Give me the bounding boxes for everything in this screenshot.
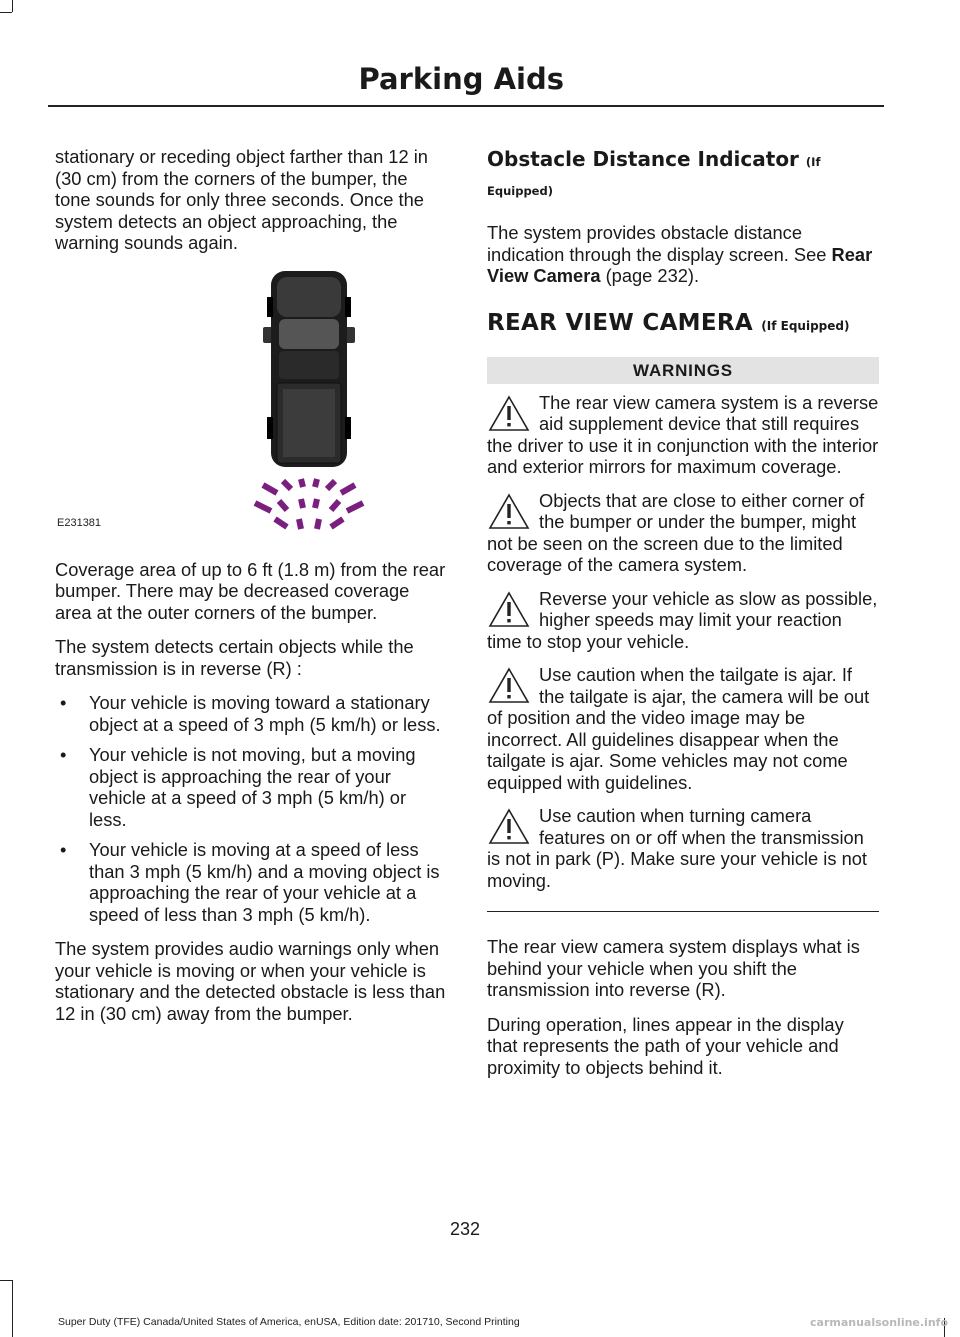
coverage-paragraph: Coverage area of up to 6 ft (1.8 m) from the rear bumper. There may be decreased coverage area at the outer corners of the bumper.: [55, 558, 446, 623]
warning-item: [487, 588, 879, 653]
detection-conditions-list: [55, 692, 447, 925]
rvc-heading: [487, 309, 879, 338]
list-item: • Your vehicle is not moving, but a moving object is approaching the rear of your vehicle at a speed of 3 mph (5 km/h) or less.: [55, 744, 447, 830]
watermark: carmanualsonline.info: [810, 1316, 948, 1329]
odi-text: The system provides obstacle distance indication through the display screen. See: [487, 222, 827, 265]
detects-intro-paragraph: The system detects certain objects while the transmission is in reverse (R) :: [55, 636, 414, 679]
rear-view-camera-link[interactable]: Rear View Camera: [487, 243, 873, 286]
page-title: Parking Aids: [358, 62, 564, 96]
crop-mark: [12, 1280, 13, 1337]
warning-text: Reverse your vehicle as slow as possible, higher speeds may limit your reaction time to stop your vehicle.: [487, 587, 878, 652]
odi-heading: [487, 146, 879, 204]
warning-text: Use caution when the tailgate is ajar. If the tailgate is ajar, the camera will be out of position and the video image may be incorrect. All guidelines disappear when the tailgate is ajar. Some vehicles may not come equipped with guidelines.: [487, 664, 870, 793]
crop-mark: [0, 1280, 12, 1281]
audio-warning-paragraph: The system provides audio warnings only when your vehicle is moving or when your vehicle is stationary and the detected obstacle is less than 12 in (30 cm) away from the bumper.: [55, 938, 446, 1024]
odi-heading-suffix: (If Equipped): [487, 155, 821, 198]
crop-mark: [0, 12, 12, 13]
odi-paragraph: [487, 222, 879, 287]
intro-paragraph: stationary or receding object farther than 12 in (30 cm) from the corners of the bumper, the tone sounds for only three seconds. Once the system detects an object approaching, the warning sounds again.: [55, 146, 428, 253]
right-column: [487, 146, 879, 1091]
crop-mark: [12, 0, 13, 12]
odi-page-ref: (page 232).: [605, 265, 700, 286]
warning-triangle-icon: [487, 492, 531, 532]
warnings-box: [487, 357, 879, 912]
warning-item: [487, 392, 879, 478]
sensor-coverage-figure: [55, 267, 447, 545]
warning-triangle-icon: [487, 590, 531, 630]
list-item: • Your vehicle is moving toward a stationary object at a speed of 3 mph (5 km/h) or less.: [55, 692, 447, 735]
odi-heading-text: Obstacle Distance Indicator: [487, 147, 799, 171]
camera-display-paragraph: The rear view camera system displays what is behind your vehicle when you shift the transmission into reverse (R).: [487, 936, 860, 1000]
warning-triangle-icon: [487, 394, 531, 434]
footer-edition-info: Super Duty (TFE) Canada/United States of America, enUSA, Edition date: 201710, Second Printing: [58, 1316, 520, 1328]
header-rule: [48, 105, 884, 107]
warning-triangle-icon: [487, 666, 531, 706]
figure-id: E231381: [57, 517, 102, 529]
truck-top-view-illustration: [251, 267, 371, 537]
left-column: [55, 146, 447, 1037]
warnings-heading: WARNINGS: [487, 357, 879, 384]
camera-operation-paragraph: During operation, lines appear in the display that represents the path of your vehicle and proximity to objects behind it.: [487, 1013, 844, 1078]
warning-item: [487, 664, 879, 793]
warning-text: Objects that are close to either corner of the bumper or under the bumper, might not be seen on the screen due to the limited coverage of the camera system.: [487, 489, 865, 575]
warning-item: [487, 805, 879, 891]
rvc-heading-text: REAR VIEW CAMERA: [487, 309, 753, 336]
list-item: • Your vehicle is moving at a speed of less than 3 mph (5 km/h) and a moving object is approaching the rear of your vehicle at a speed of less than 3 mph (5 km/h).: [55, 839, 447, 925]
page-number: 232: [449, 1219, 481, 1239]
sensor-zone-arcs: [255, 479, 363, 529]
rvc-heading-suffix: (If Equipped): [761, 318, 850, 333]
warning-text: Use caution when turning camera features on or off when the transmission is not in park (P). Make sure your vehicle is not moving.: [487, 805, 867, 891]
warning-text: The rear view camera system is a reverse aid supplement device that still requires the driver to use it in conjunction with the interior and exterior mirrors for maximum coverage.: [487, 391, 879, 477]
warning-item: [487, 490, 879, 576]
warning-triangle-icon: [487, 807, 531, 847]
